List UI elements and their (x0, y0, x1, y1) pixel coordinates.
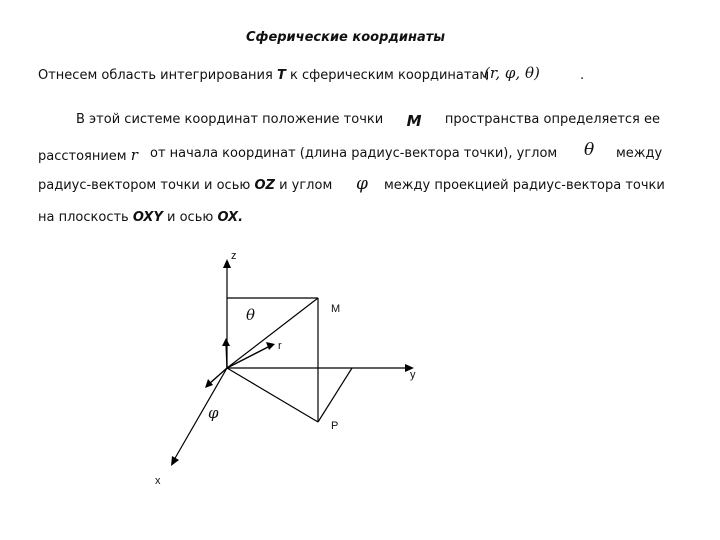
projection-op (227, 368, 318, 422)
x-axis (174, 368, 227, 460)
var-r: r (130, 146, 138, 164)
para-line-2-text: расстоянием (38, 149, 127, 164)
angle-phi-label: φ (208, 404, 219, 422)
p-to-y-line (318, 368, 352, 422)
axis-oz: OZ (254, 178, 275, 193)
para-line-3-text: радиус-вектором точки и осью (38, 178, 251, 193)
plane-oxy: OXY (132, 210, 163, 225)
label-r: r (278, 340, 282, 352)
label-y: y (410, 369, 416, 381)
para-line-4-text: на плоскость (38, 210, 129, 225)
intro-text: Отнесем область интегрирования (38, 68, 273, 83)
radius-vector (227, 298, 318, 368)
point-m: M (406, 112, 422, 130)
label-p: P (331, 420, 339, 432)
para-line-1-text: В этой системе координат положение точки (76, 112, 384, 127)
intro-text-2: к сферическим координатам (289, 68, 490, 83)
para-line-2c: между (616, 146, 663, 161)
coords-formula: (r, φ, θ) (484, 64, 540, 82)
para-line-2b: от начала координат (длина радиус-вектора точки), углом (150, 146, 558, 161)
angle-theta-label: θ (246, 306, 256, 324)
intro-period: . (580, 68, 585, 83)
para-line-3c: между проекцией радиус-вектора точки (384, 178, 665, 193)
z-arrow-icon (223, 259, 231, 268)
var-theta: θ (584, 140, 595, 160)
page-title: Сферические координаты (246, 30, 446, 45)
label-z: z (231, 250, 237, 262)
theta-arrow-icon (222, 338, 230, 346)
label-m: M (331, 303, 341, 315)
para-line-4-text-b: и осью (167, 210, 214, 225)
para-line-3-text-b: и углом (279, 178, 333, 193)
axis-ox: OX. (217, 210, 244, 225)
unit-vector-r (227, 346, 270, 368)
label-x: x (155, 475, 161, 487)
r-arrow-icon (266, 342, 275, 350)
unit-vector-phi (209, 368, 227, 384)
para-line-1-text-b: пространства определяется ее (444, 112, 660, 127)
phi-arrow-icon (205, 379, 213, 388)
region-t: T (276, 68, 286, 83)
var-phi: φ (356, 174, 368, 194)
